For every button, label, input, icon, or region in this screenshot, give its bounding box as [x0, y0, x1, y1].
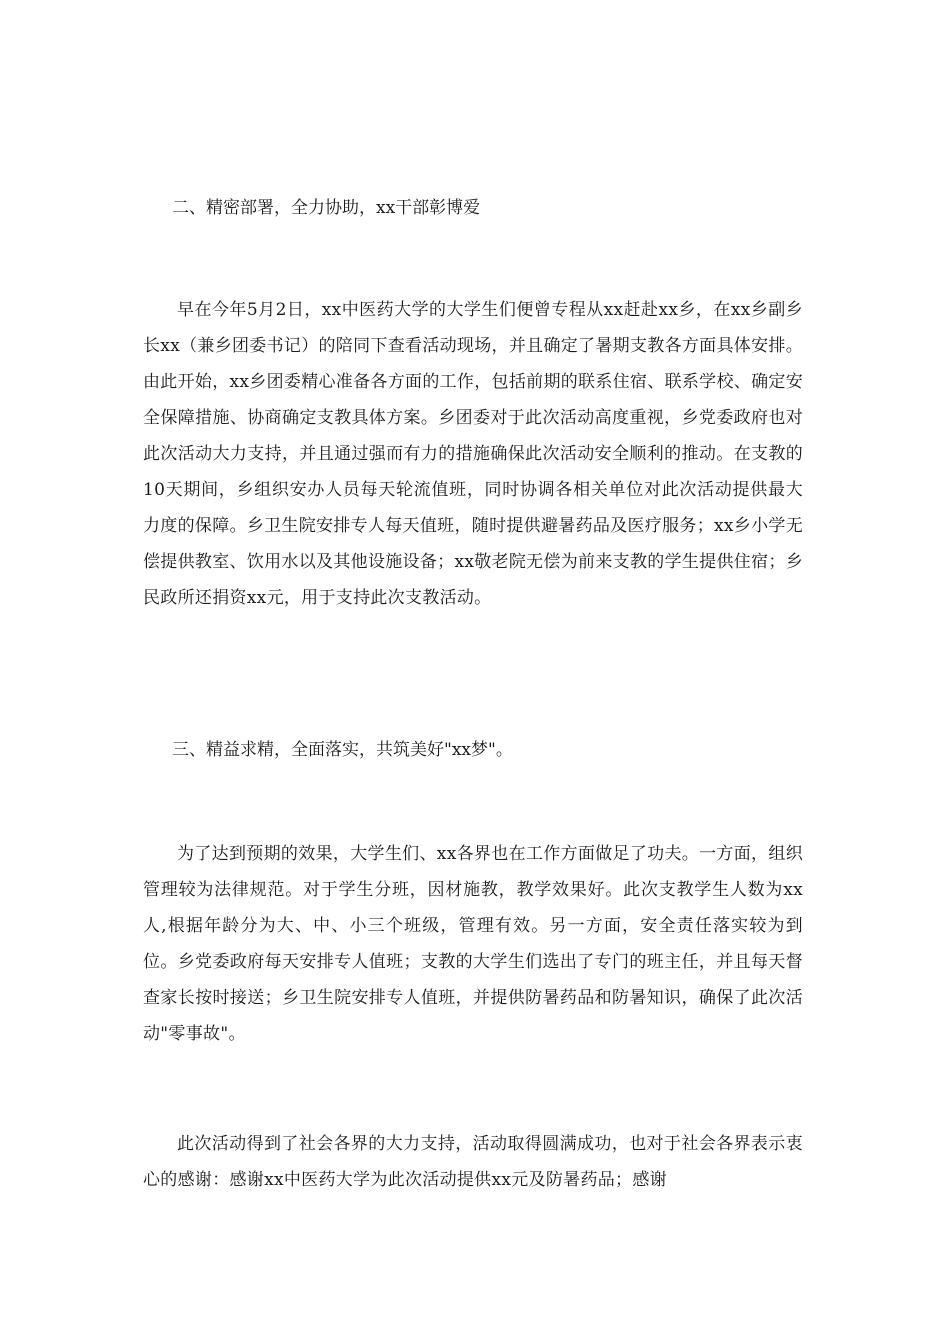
closing-paragraph: 此次活动得到了社会各界的大力支持，活动取得圆满成功，也对于社会各界表示衷心的感谢：感谢xx中医药大学为此次活动提供xx元及防暑药品；感谢: [143, 1134, 803, 1190]
section-heading-2: 二、精密部署，全力协助，xx干部彰博爱: [172, 198, 481, 218]
section-heading-3: 三、精益求精，全面落实，共筑美好"xx梦"。: [172, 740, 513, 760]
section-2-paragraph: 早在今年5月2日，xx中医药大学的大学生们便曾专程从xx赶赴xx乡，在xx乡副乡长xx（兼乡团委书记）的陪同下查看活动现场，并且确定了暑期支教各方面具体安排。由此开始，xx乡团委精心准备各方面的工作，包括前期的联系住宿、联系学校、确定安全保障措施、协商确定支教具体方案。乡团委对于此次活动高度重视，乡党委政府也对此次活动大力支持，并且通过强而有力的措施确保此次活动安全顺利的推动。在支教的10天期间，乡组织安办人员每天轮流值班，同时协调各相关单位对此次活动提供最大力度的保障。乡卫生院安排专人每天值班，随时提供避暑药品及医疗服务；xx乡小学无偿提供教室、饮用水以及其他设施设备；xx敬老院无偿为前来支教的学生提供住宿；乡民政所还捐资xx元，用于支持此次支教活动。: [143, 300, 803, 608]
section-3-paragraph: 为了达到预期的效果，大学生们、xx各界也在工作方面做足了功夫。一方面，组织管理较为法律规范。对于学生分班，因材施教，教学效果好。此次支教学生人数为xx人,根据年龄分为大、中、小三个班级，管理有效。另一方面，安全责任落实较为到位。乡党委政府每天安排专人值班；支教的大学生们选出了专门的班主任，并且每天督查家长按时接送；乡卫生院安排专人值班，并提供防暑药品和防暑知识，确保了此次活动"零事故"。: [143, 844, 803, 1044]
